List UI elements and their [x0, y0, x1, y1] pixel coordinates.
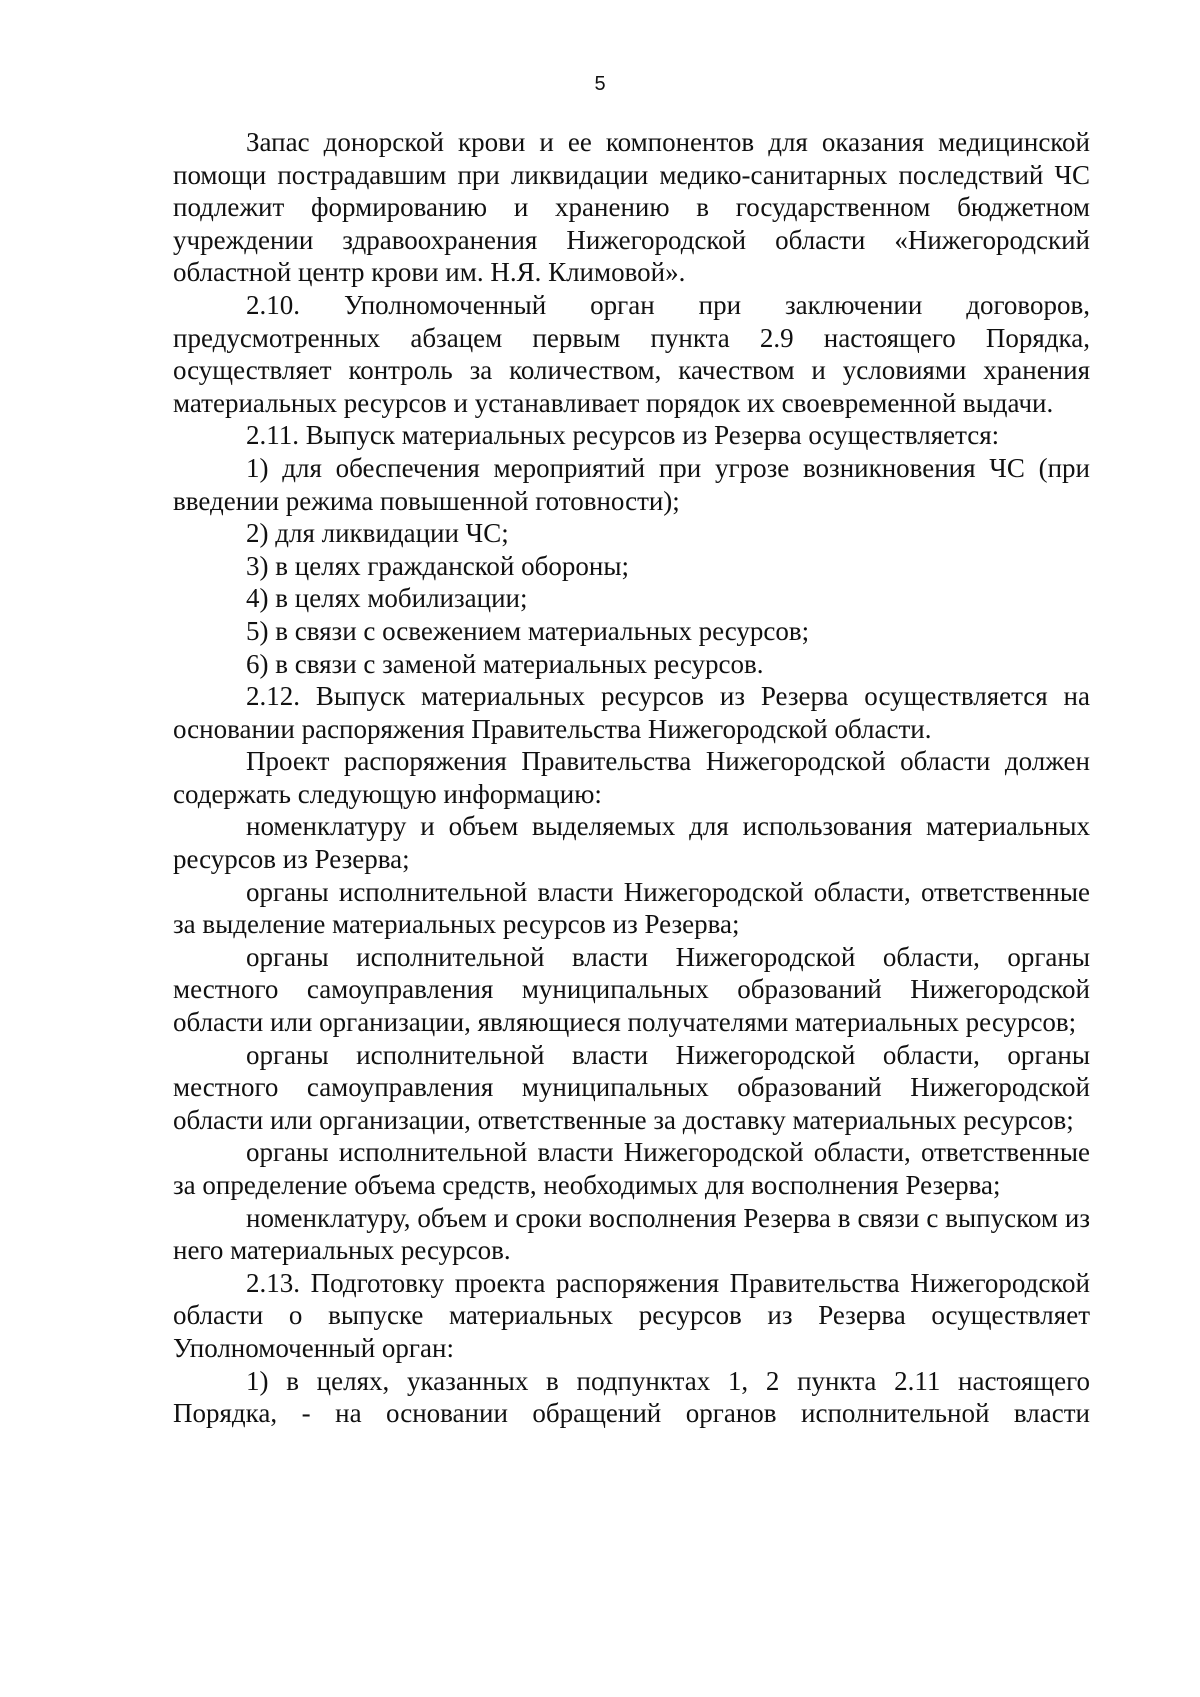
paragraph-draft-order: Проект распоряжения Правительства Нижегородской области должен содержать следующую информацию: [173, 746, 1090, 809]
paragraph-nomenclature: номенклатуру и объем выделяемых для использования материальных ресурсов из Резерва; [173, 811, 1090, 875]
paragraph-responsible-allocation: органы исполнительной власти Нижегородской области, ответственные за выделение материальных ресурсов из Резерва; [173, 876, 1090, 940]
paragraph-2-13: 2.13. Подготовку проекта распоряжения Правительства Нижегородской области о выпуске материальных ресурсов из Резерва осуществляет Уполномоченный орган: [173, 1267, 1090, 1363]
page-number: 5 [594, 73, 606, 95]
paragraph-recipients: органы исполнительной власти Нижегородской области, органы местного самоуправления муниципальных образований Нижегородской области или организации, являющиеся получателями материальных ресурсов; [173, 941, 1090, 1038]
list-item-2-11-4: 4) в целях мобилизации; [246, 583, 528, 614]
paragraph-replenishment: номенклатуру, объем и сроки восполнения Резерва в связи с выпуском из него материальных ресурсов. [173, 1202, 1090, 1266]
list-item-2-11-6: 6) в связи с заменой материальных ресурсов. [246, 648, 764, 679]
list-item-2-11-1: 1) для обеспечения мероприятий при угрозе возникновения ЧС (при введении режима повышенной готовности); [173, 452, 1090, 516]
list-item-2-11-3: 3) в целях гражданской обороны; [246, 550, 629, 581]
paragraph-2-10: 2.10. Уполномоченный орган при заключении договоров, предусмотренных абзацем первым пункта 2.9 настоящего Порядка, осуществляет контроль за количеством, качеством и условиями хранения материальных ресурсов и устанавливает порядок их своевременной выдачи. [173, 289, 1090, 418]
paragraph-funding: органы исполнительной власти Нижегородской области, ответственные за определение объема средств, необходимых для восполнения Резерва; [173, 1137, 1090, 1200]
paragraph-delivery: органы исполнительной власти Нижегородской области, органы местного самоуправления муниципальных образований Нижегородской области или организации, ответственные за доставку материальных ресурсов; [173, 1039, 1090, 1135]
list-item-2-11-5: 5) в связи с освежением материальных ресурсов; [246, 615, 810, 646]
paragraph-2-12: 2.12. Выпуск материальных ресурсов из Резерва осуществляется на основании распоряжения Правительства Нижегородской области. [173, 681, 1090, 744]
list-item-2-11-2: 2) для ликвидации ЧС; [246, 518, 509, 549]
list-item-2-13-1: 1) в целях, указанных в подпунктах 1, 2 пункта 2.11 настоящего Порядка, - на основании обращений органов исполнительной власти [173, 1365, 1090, 1429]
paragraph-blood-reserve: Запас донорской крови и ее компонентов для оказания медицинской помощи пострадавшим при ликвидации медико-санитарных последствий ЧС подлежит формированию и хранению в государственном бюджетном учреждении здравоохранения Нижегородской области «Нижегородский областной центр крови им. Н.Я. Климовой». [173, 127, 1090, 288]
document-body [173, 126, 1090, 1430]
paragraph-2-11: 2.11. Выпуск материальных ресурсов из Резерва осуществляется: [246, 420, 1000, 451]
